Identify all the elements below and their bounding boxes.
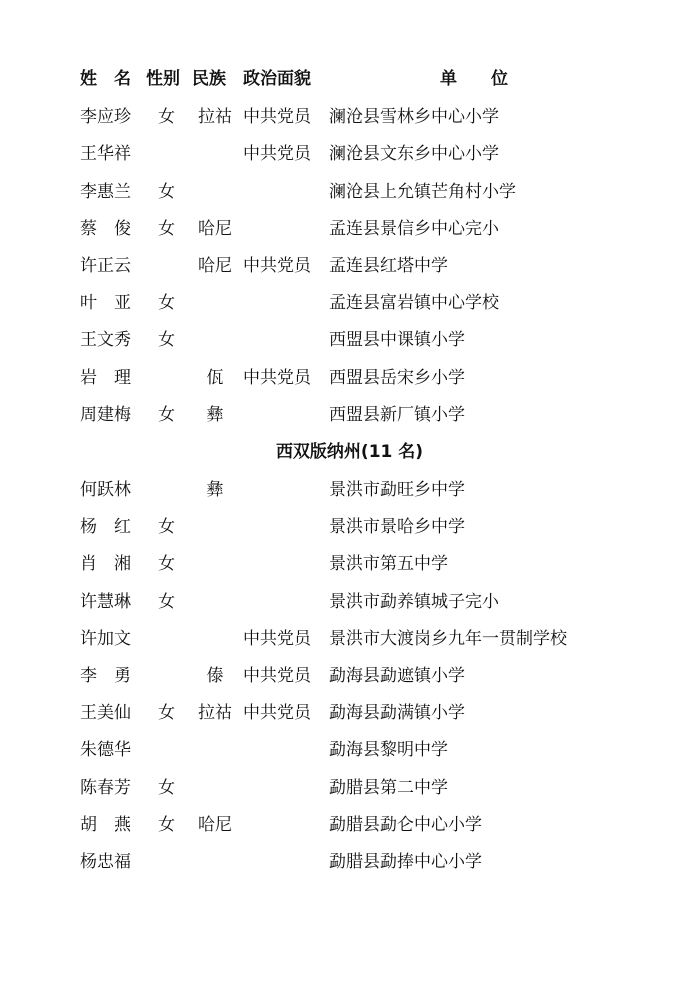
table-header xyxy=(0,64,699,94)
cell-ethnicity: 哈尼 xyxy=(198,815,232,835)
cell-name: 杨忠福 xyxy=(80,852,131,872)
table-row xyxy=(0,139,699,169)
table-row xyxy=(0,400,699,430)
table-row xyxy=(0,363,699,393)
cell-political: 中共党员 xyxy=(243,256,311,276)
cell-unit: 景洪市勐养镇城子完小 xyxy=(329,592,499,612)
table-row xyxy=(0,214,699,244)
cell-name: 何跃林 xyxy=(80,480,131,500)
cell-unit: 景洪市景哈乡中学 xyxy=(329,517,465,537)
cell-name: 李惠兰 xyxy=(80,182,131,202)
cell-political: 中共党员 xyxy=(243,629,311,649)
cell-unit: 景洪市第五中学 xyxy=(329,554,448,574)
cell-name: 许慧琳 xyxy=(80,592,131,612)
cell-ethnicity: 彝 xyxy=(206,405,224,425)
cell-political: 中共党员 xyxy=(243,144,311,164)
cell-name: 陈春芳 xyxy=(80,778,131,798)
cell-unit: 景洪市大渡岗乡九年一贯制学校 xyxy=(329,629,567,649)
header-unit: 单 位 xyxy=(440,69,508,89)
cell-name: 许正云 xyxy=(80,256,131,276)
cell-name: 朱德华 xyxy=(80,740,131,760)
cell-name: 叶 亚 xyxy=(80,293,131,313)
cell-name: 杨 红 xyxy=(80,517,131,537)
table-row xyxy=(0,661,699,691)
cell-unit: 勐腊县勐捧中心小学 xyxy=(329,852,482,872)
cell-unit: 勐腊县第二中学 xyxy=(329,778,448,798)
cell-political: 中共党员 xyxy=(243,107,311,127)
cell-sex: 女 xyxy=(158,778,175,798)
cell-name: 岩 理 xyxy=(80,368,131,388)
cell-ethnicity: 拉祜 xyxy=(198,703,232,723)
cell-sex: 女 xyxy=(158,219,175,239)
cell-unit: 孟连县红塔中学 xyxy=(329,256,448,276)
cell-ethnicity: 傣 xyxy=(206,666,224,686)
cell-political: 中共党员 xyxy=(243,666,311,686)
table-row xyxy=(0,624,699,654)
cell-name: 李应珍 xyxy=(80,107,131,127)
table-row xyxy=(0,773,699,803)
cell-unit: 孟连县景信乡中心完小 xyxy=(329,219,499,239)
table-row xyxy=(0,810,699,840)
table-row xyxy=(0,698,699,728)
cell-sex: 女 xyxy=(158,107,175,127)
cell-name: 李 勇 xyxy=(80,666,131,686)
cell-unit: 西盟县岳宋乡小学 xyxy=(329,368,465,388)
cell-name: 王美仙 xyxy=(80,703,131,723)
table-row xyxy=(0,847,699,877)
table-row xyxy=(0,475,699,505)
cell-name: 许加文 xyxy=(80,629,131,649)
cell-ethnicity: 彝 xyxy=(206,480,224,500)
cell-sex: 女 xyxy=(158,554,175,574)
section-title: 西双版纳州(11 名) xyxy=(275,442,424,462)
cell-ethnicity: 哈尼 xyxy=(198,256,232,276)
table-row xyxy=(0,587,699,617)
table-row xyxy=(0,325,699,355)
cell-sex: 女 xyxy=(158,592,175,612)
cell-unit: 西盟县中课镇小学 xyxy=(329,330,465,350)
cell-name: 周建梅 xyxy=(80,405,131,425)
cell-sex: 女 xyxy=(158,517,175,537)
cell-name: 胡 燕 xyxy=(80,815,131,835)
table-row xyxy=(0,735,699,765)
cell-unit: 勐海县黎明中学 xyxy=(329,740,448,760)
cell-unit: 景洪市勐旺乡中学 xyxy=(329,480,465,500)
cell-sex: 女 xyxy=(158,815,175,835)
cell-sex: 女 xyxy=(158,405,175,425)
cell-unit: 澜沧县雪林乡中心小学 xyxy=(329,107,499,127)
cell-political: 中共党员 xyxy=(243,703,311,723)
table-row xyxy=(0,251,699,281)
cell-name: 王文秀 xyxy=(80,330,131,350)
cell-name: 肖 湘 xyxy=(80,554,131,574)
cell-sex: 女 xyxy=(158,703,175,723)
table-row xyxy=(0,549,699,579)
cell-political: 中共党员 xyxy=(243,368,311,388)
cell-unit: 勐海县勐遮镇小学 xyxy=(329,666,465,686)
cell-name: 王华祥 xyxy=(80,144,131,164)
table-row xyxy=(0,177,699,207)
cell-sex: 女 xyxy=(158,182,175,202)
cell-unit: 澜沧县文东乡中心小学 xyxy=(329,144,499,164)
cell-name: 蔡 俊 xyxy=(80,219,131,239)
cell-sex: 女 xyxy=(158,330,175,350)
cell-sex: 女 xyxy=(158,293,175,313)
cell-unit: 孟连县富岩镇中心学校 xyxy=(329,293,499,313)
table-row xyxy=(0,102,699,132)
cell-unit: 西盟县新厂镇小学 xyxy=(329,405,465,425)
cell-unit: 勐海县勐满镇小学 xyxy=(329,703,465,723)
cell-ethnicity: 拉祜 xyxy=(198,107,232,127)
cell-unit: 澜沧县上允镇芒角村小学 xyxy=(329,182,516,202)
cell-ethnicity: 哈尼 xyxy=(198,219,232,239)
header-ethnicity: 民族 xyxy=(192,69,226,89)
cell-unit: 勐腊县勐仑中心小学 xyxy=(329,815,482,835)
header-name: 姓 名 xyxy=(80,69,131,89)
table-row xyxy=(0,288,699,318)
cell-ethnicity: 佤 xyxy=(206,368,224,388)
header-sex: 性别 xyxy=(146,69,180,89)
header-political: 政治面貌 xyxy=(243,69,311,89)
table-row xyxy=(0,512,699,542)
